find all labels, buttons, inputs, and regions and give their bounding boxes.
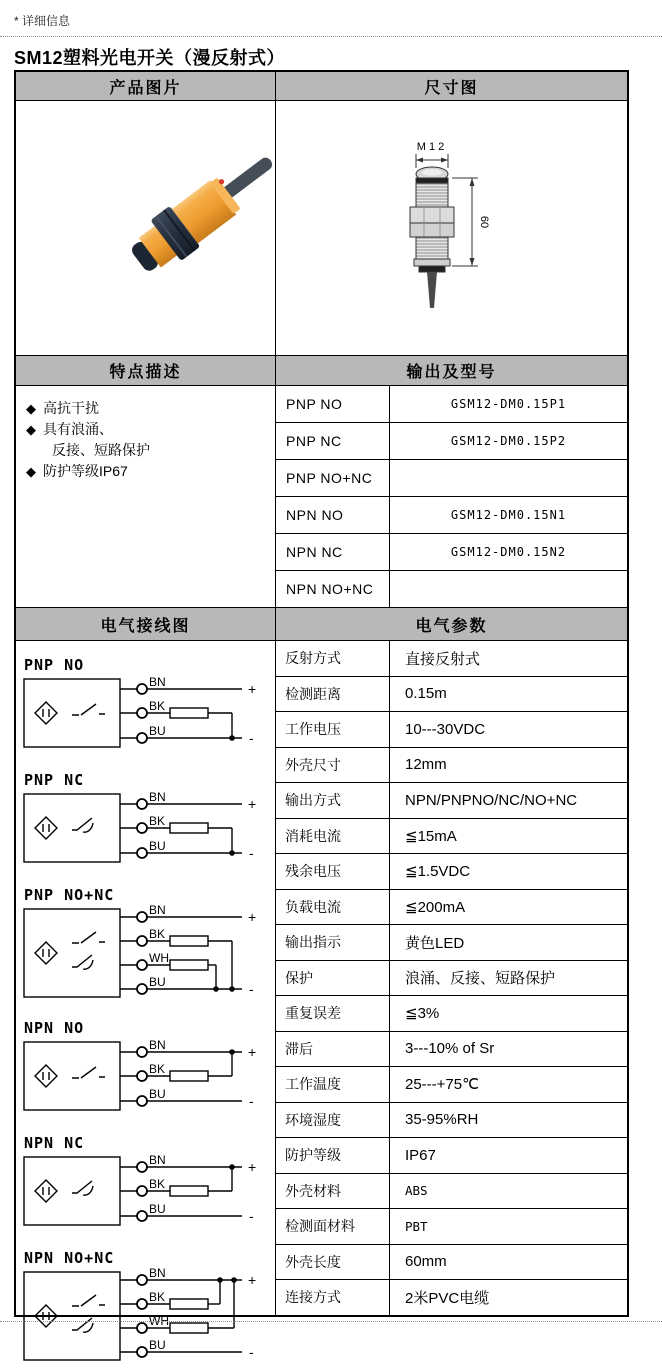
- output-model-cell: GSM12-DM0.15N1: [389, 496, 627, 533]
- wire-label: BK: [149, 1290, 166, 1304]
- param-label-cell: 连接方式: [275, 1279, 389, 1315]
- wiring-diagram-title: PNP NO: [24, 656, 85, 674]
- minus-label: -: [249, 981, 254, 997]
- wire-label: BK: [149, 1062, 166, 1076]
- plus-label: +: [248, 796, 257, 812]
- wiring-diagram-graphic: [20, 675, 270, 755]
- param-label-cell: 检测距离: [275, 676, 389, 712]
- wiring-diagrams-cell: [16, 640, 275, 1360]
- param-label-cell: 滞后: [275, 1031, 389, 1067]
- wiring-diagram-graphic: [20, 1038, 270, 1118]
- length-label: 60: [478, 215, 490, 229]
- wiring-diagram-pnp-nc: [20, 765, 270, 875]
- bottom-dotted-divider: [0, 1321, 662, 1322]
- plus-label: +: [248, 909, 257, 925]
- wire-label: BN: [149, 675, 166, 689]
- output-model-cell: GSM12-DM0.15N2: [389, 533, 627, 570]
- param-value-cell: 0.15m: [389, 676, 627, 712]
- wiring-diagram-npn-no-nc: [20, 1243, 270, 1371]
- plus-label: +: [248, 681, 257, 697]
- wire-label: BU: [149, 1338, 166, 1352]
- param-value-cell: PBT: [389, 1208, 627, 1244]
- param-value-cell: ABS: [389, 1173, 627, 1209]
- param-value-cell: 2米PVC电缆: [389, 1279, 627, 1315]
- wire-label: WH: [149, 951, 169, 965]
- param-label-cell: 重复误差: [275, 995, 389, 1031]
- wire-label: BU: [149, 839, 166, 853]
- feature-text: 具有浪涌、: [43, 421, 113, 437]
- output-model-cell: GSM12-DM0.15P1: [389, 385, 627, 422]
- minus-label: -: [249, 1093, 254, 1109]
- param-label-cell: 负载电流: [275, 889, 389, 925]
- wire-label: BN: [149, 1153, 166, 1167]
- dimension-drawing: [364, 138, 539, 318]
- param-label-cell: 外壳长度: [275, 1244, 389, 1280]
- param-value-cell: ≦3%: [389, 995, 627, 1031]
- param-label-cell: 消耗电流: [275, 818, 389, 854]
- param-label-cell: 工作温度: [275, 1066, 389, 1102]
- output-type-cell: PNP NO: [275, 385, 389, 422]
- param-value-cell: 3---10% of Sr: [389, 1031, 627, 1067]
- feature-item: [26, 419, 113, 440]
- param-value-cell: 25---+75℃: [389, 1066, 627, 1102]
- output-type-cell: PNP NO+NC: [275, 459, 389, 496]
- features-header-cell: 特点描述: [16, 355, 275, 385]
- spec-table: [14, 70, 629, 1360]
- output-type-cell: PNP NC: [275, 422, 389, 459]
- wire-label: BN: [149, 1038, 166, 1052]
- wiring-diagram-pnp-no-nc: [20, 880, 270, 1008]
- wiring-diagram-graphic: [20, 905, 270, 1003]
- diamond-bullet-icon: ◆: [26, 422, 36, 437]
- diameter-label: M12: [416, 141, 448, 153]
- param-value-cell: IP67: [389, 1137, 627, 1173]
- wire-label: BU: [149, 1087, 166, 1101]
- param-label-cell: 反射方式: [275, 640, 389, 676]
- param-label-cell: 输出方式: [275, 782, 389, 818]
- param-value-cell: NPN/PNPNO/NC/NO+NC: [389, 782, 627, 818]
- param-value-cell: 直接反射式: [389, 640, 627, 676]
- param-value-cell: 35-95%RH: [389, 1102, 627, 1138]
- wire-label: BU: [149, 1202, 166, 1216]
- wire-label: BK: [149, 1177, 166, 1191]
- wiring-diagram-title: PNP NO+NC: [24, 886, 115, 904]
- wiring-diagram-graphic: [20, 1153, 270, 1233]
- wire-label: BN: [149, 790, 166, 804]
- output-header-cell: 输出及型号: [275, 355, 627, 385]
- wiring-diagram-graphic: [20, 790, 270, 870]
- output-type-cell: NPN NC: [275, 533, 389, 570]
- wiring-diagram-npn-no: [20, 1013, 270, 1123]
- wire-label: WH: [149, 1314, 169, 1328]
- param-value-cell: 黄色LED: [389, 924, 627, 960]
- wire-label: BK: [149, 699, 166, 713]
- param-label-cell: 保护: [275, 960, 389, 996]
- wire-label: BN: [149, 903, 166, 917]
- top-dotted-divider: [0, 36, 662, 37]
- minus-label: -: [249, 845, 254, 861]
- wiring-diagram-title: NPN NO: [24, 1019, 85, 1037]
- page-title: SM12塑料光电开关（漫反射式）: [14, 48, 286, 68]
- features-list: [16, 385, 275, 607]
- wiring-header-cell: 电气接线图: [16, 607, 275, 640]
- output-model-cell: GSM12-DM0.15P2: [389, 422, 627, 459]
- product-image-header-cell: 产品图片: [16, 72, 275, 100]
- diamond-bullet-icon: ◆: [26, 464, 36, 479]
- param-label-cell: 防护等级: [275, 1137, 389, 1173]
- feature-text: 高抗干扰: [43, 400, 99, 416]
- feature-item: [26, 398, 99, 419]
- param-label-cell: 输出指示: [275, 924, 389, 960]
- feature-text: 防护等级IP67: [43, 463, 128, 479]
- wire-label: BK: [149, 927, 166, 941]
- detail-info-note: * 详细信息: [14, 14, 71, 28]
- output-model-cell: [389, 570, 627, 607]
- wiring-diagram-graphic: [20, 1268, 270, 1366]
- param-value-cell: ≦15mA: [389, 818, 627, 854]
- param-value-cell: ≦1.5VDC: [389, 853, 627, 889]
- minus-label: -: [249, 1208, 254, 1224]
- plus-label: +: [248, 1159, 257, 1175]
- product-photo: [112, 127, 284, 307]
- product-photo-cell: [16, 100, 275, 355]
- feature-text: 反接、短路保护: [52, 442, 150, 458]
- param-label-cell: 环境湿度: [275, 1102, 389, 1138]
- cable: [427, 272, 437, 308]
- param-label-cell: 残余电压: [275, 853, 389, 889]
- wiring-diagram-npn-nc: [20, 1128, 270, 1238]
- param-value-cell: 10---30VDC: [389, 711, 627, 747]
- dimension-drawing-cell: [275, 100, 627, 355]
- param-value-cell: ≦200mA: [389, 889, 627, 925]
- plus-label: +: [248, 1272, 257, 1288]
- output-type-cell: NPN NO+NC: [275, 570, 389, 607]
- plus-label: +: [248, 1044, 257, 1060]
- wiring-diagram-pnp-no: [20, 650, 270, 760]
- output-model-cell: [389, 459, 627, 496]
- param-label-cell: 工作电压: [275, 711, 389, 747]
- wire-label: BN: [149, 1266, 166, 1280]
- wiring-diagram-title: PNP NC: [24, 771, 85, 789]
- param-value-cell: 浪涌、反接、短路保护: [389, 960, 627, 996]
- param-label-cell: 外壳尺寸: [275, 747, 389, 783]
- params-header-cell: 电气参数: [275, 607, 627, 640]
- wire-label: BU: [149, 724, 166, 738]
- feature-item: [26, 461, 128, 482]
- minus-label: -: [249, 730, 254, 746]
- diamond-bullet-icon: ◆: [26, 401, 36, 416]
- param-value-cell: 12mm: [389, 747, 627, 783]
- minus-label: -: [249, 1344, 254, 1360]
- dimension-header-cell: 尺寸图: [275, 72, 627, 100]
- wiring-diagram-title: NPN NC: [24, 1134, 85, 1152]
- wire-label: BU: [149, 975, 166, 989]
- feature-item: [52, 440, 150, 461]
- output-type-cell: NPN NO: [275, 496, 389, 533]
- wiring-diagram-title: NPN NO+NC: [24, 1249, 115, 1267]
- wire-label: BK: [149, 814, 166, 828]
- param-label-cell: 检测面材料: [275, 1208, 389, 1244]
- param-value-cell: 60mm: [389, 1244, 627, 1280]
- param-label-cell: 外壳材料: [275, 1173, 389, 1209]
